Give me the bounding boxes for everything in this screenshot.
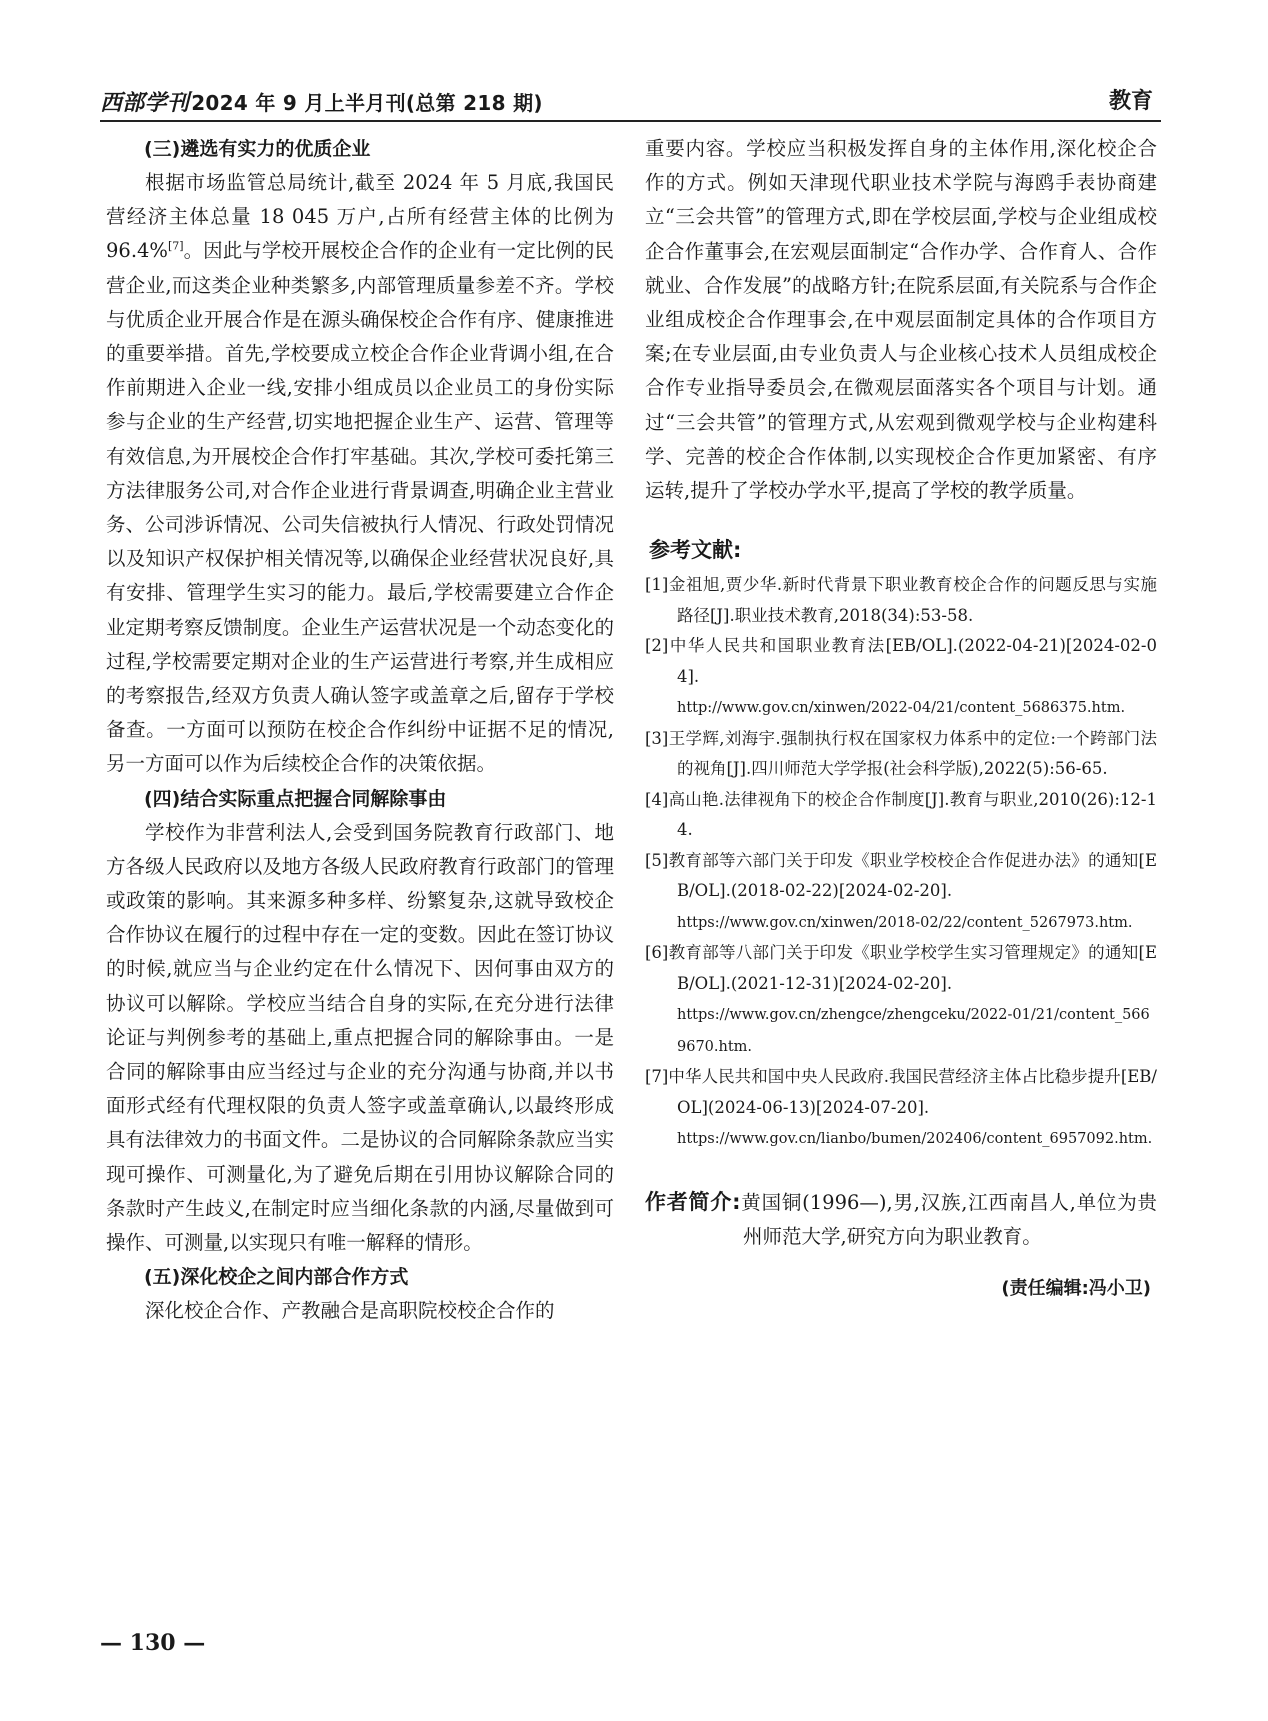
citation: [7] (167, 239, 184, 253)
reference-url: https://www.gov.cn/xinwen/2018-02/22/content_5267973.htm. (677, 914, 1133, 931)
author-bio (645, 1185, 1157, 1254)
section-heading-5: (五)深化校企之间内部合作方式 (144, 1266, 409, 1289)
section-label: 教育 (1108, 89, 1153, 114)
issue-info: 2024 年 9 月上半月刊(总第 218 期) (191, 91, 543, 115)
paragraph-text: 根据市场监管总局统计,截至 2024 年 5 月底,我国民营经济主体总量 18 045 万户,占所有经营主体的比例为 96.4% (106, 171, 614, 263)
reference-item: [6]教育部等八部门关于印发《职业学校学生实习管理规定》的通知[EB/OL].(2021-12-31)[2024-02-20]. https://www.gov.cn/zhengce/zhengceku/2022-01/21/content_5669670.htm. (645, 943, 1157, 1055)
paragraph (106, 166, 614, 782)
author-label: 作者简介: (645, 1189, 741, 1214)
reference-item: [7]中华人民共和国中央人民政府.我国民营经济主体占比稳步提升[EB/OL](2024-06-13)[2024-07-20]. https://www.gov.cn/lianbo/bumen/202406/content_6957092.htm. (645, 1067, 1157, 1148)
reference-url: http://www.gov.cn/xinwen/2022-04/21/content_5686375.htm. (677, 700, 1126, 717)
left-column (106, 132, 614, 1329)
paragraph: 学校作为非营利法人,会受到国务院教育行政部门、地方各级人民政府以及地方各级人民政府教育行政部门的管理或政策的影响。其来源多种多样、纷繁复杂,这就导致校企合作协议在履行的过程中存在一定的变数。因此在签订协议的时候,就应当与企业约定在什么情况下、因何事由双方的协议可以解除。学校应当结合自身的实际,在充分进行法律论证与判例参考的基础上,重点把握合同的解除事由。一是合同的解除事由应当经过与企业的充分沟通与协商,并以书面形式经有代理权限的负责人签字或盖章确认,以最终形成具有法律效力的书面文件。二是协议的合同解除条款应当实现可操作、可测量化,为了避免后期在引用协议解除合同的条款时产生歧义,在制定时应当细化条款的内涵,尽量做到可操作、可测量,以实现只有唯一解释的情形。 (106, 820, 614, 1255)
right-column (645, 132, 1157, 1305)
reference-item: [5]教育部等六部门关于印发《职业学校校企合作促进办法》的通知[EB/OL].(2018-02-22)[2024-02-20]. https://www.gov.cn/xinwen/2018-02/22/content_5267973.htm. (645, 850, 1157, 931)
reference-url: https://www.gov.cn/lianbo/bumen/202406/content_6957092.htm. (677, 1131, 1153, 1148)
reference-item: [3]王学辉,刘海宇.强制执行权在国家权力体系中的定位:一个跨部门法的视角[J].四川师范大学学报(社会科学版),2022(5):56-65. (645, 728, 1157, 779)
reference-item: [2]中华人民共和国职业教育法[EB/OL].(2022-04-21)[2024-02-04]. http://www.gov.cn/xinwen/2022-04/21/content_5686375.htm. (645, 636, 1157, 717)
section-heading-3: (三)遴选有实力的优质企业 (144, 138, 371, 160)
journal-issue (100, 86, 543, 117)
running-header (100, 84, 1161, 122)
reference-list (645, 570, 1157, 1155)
journal-logo: 西部学刊 (100, 90, 190, 116)
author-text: 黄国铜(1996—),男,汉族,江西南昌人,单位为贵州师范大学,研究方向为职业教育。 (740, 1190, 1157, 1248)
reference-item: [1]金祖旭,贾少华.新时代背景下职业教育校企合作的问题反思与实施路径[J].职业技术教育,2018(34):53-58. (645, 575, 1157, 625)
paragraph-text: 。因此与学校开展校企合作的企业有一定比例的民营企业,而这类企业种类繁多,内部管理质量参差不齐。学校与优质企业开展合作是在源头确保校企合作有序、健康推进的重要举措。首先,学校要成立校企合作企业背调小组,在合作前期进入企业一线,安排小组成员以企业员工的身份实际参与企业的生产经营,切实地把握企业生产、运营、管理等有效信息,为开展校企合作打牢基础。其次,学校可委托第三方法律服务公司,对合作企业进行背景调查,明确企业主营业务、公司涉诉情况、公司失信被执行人情况、行政处罚情况以及知识产权保护相关情况等,以确保企业经营状况良好,具有安排、管理学生实习的能力。最后,学校需要建立合作企业定期考察反馈制度。企业生产运营状况是一个动态变化的过程,学校需要定期对企业的生产运营进行考察,并生成相应的考察报告,经双方负责人确认签字或盖章之后,留存于学校备查。一方面可以预防在校企合作纠纷中证据不足的情况,另一方面可以作为后续校企合作的决策依据。 (106, 239, 614, 776)
editor-note: (责任编辑:冯小卫) (1001, 1278, 1151, 1300)
paragraph: 重要内容。学校应当积极发挥自身的主体作用,深化校企合作的方式。例如天津现代职业技术学院与海鸥手表协商建立“三会共管”的管理方式,即在学校层面,学校与企业组成校企合作董事会,在宏观层面制定“合作办学、合作育人、合作就业、合作发展”的战略方针;在院系层面,有关院系与合作企业组成校企合作理事会,在中观层面制定具体的合作项目方案;在专业层面,由专业负责人与企业核心技术人员组成校企合作专业指导委员会,在微观层面落实各个项目与计划。通过“三会共管”的管理方式,从宏观到微观学校与企业构建科学、完善的校企合作体制,以实现校企合作更加紧密、有序运转,提升了学校办学水平,提高了学校的教学质量。 (645, 137, 1157, 503)
reference-item: [4]高山艳.法律视角下的校企合作制度[J].教育与职业,2010(26):12-14. (645, 789, 1157, 840)
reference-url: https://www.gov.cn/zhengce/zhengceku/2022-01/21/content_5669670.htm. (677, 1007, 1150, 1055)
paragraph: 深化校企合作、产教融合是高职院校校企合作的 (145, 1299, 555, 1323)
references-title: 参考文献: (649, 538, 742, 563)
page-number: — 130 — (100, 1630, 206, 1656)
section-heading-4: (四)结合实际重点把握合同解除事由 (144, 787, 447, 810)
